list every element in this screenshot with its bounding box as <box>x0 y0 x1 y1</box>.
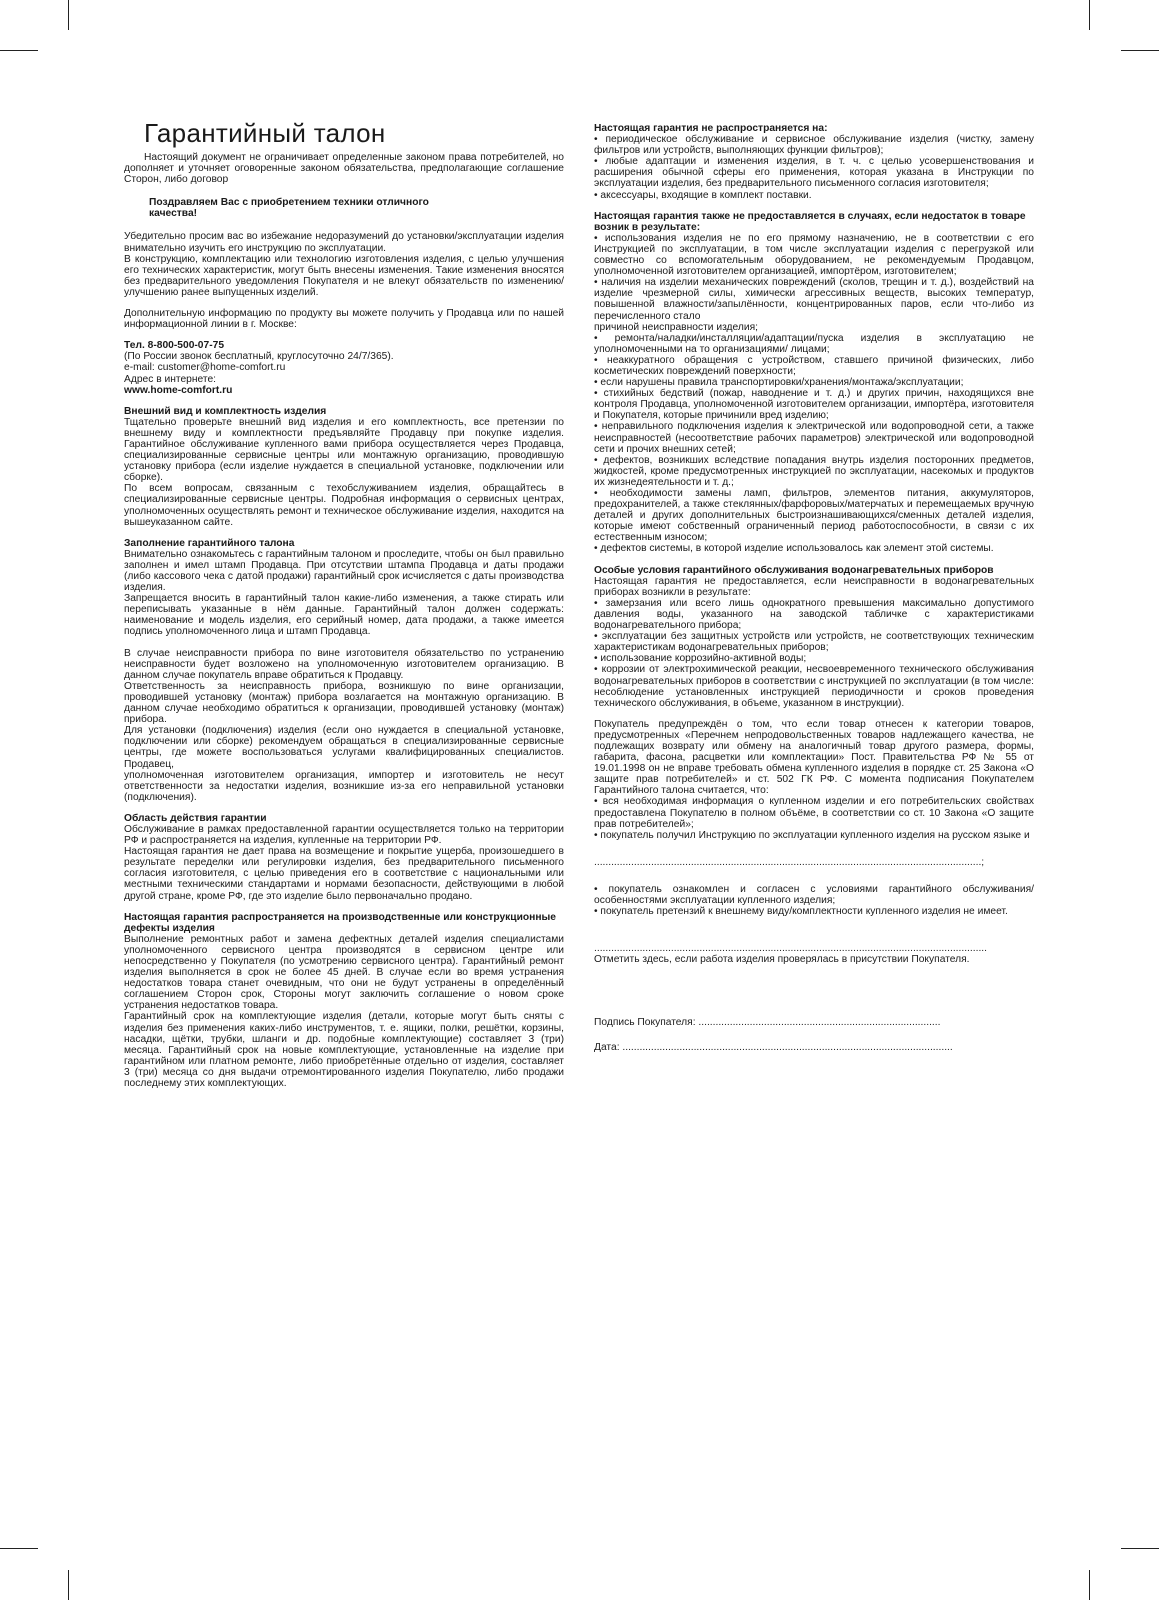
section-filling <box>124 538 564 803</box>
section-title: Настоящая гарантия распространяется на производственные или конструкционные дефекты изделия <box>124 911 557 934</box>
intro-text: Настоящий документ не ограничивает определенные законом права потребителей, но дополняет и уточняет оговоренные законом обязательства, предполагающие соглашение Сторон, либо договор <box>124 152 564 186</box>
congrats-text: Поздравляем Вас с приобретением техники отличного качества! <box>149 197 429 220</box>
phone-number: Тел. 8-800-500-07-75 <box>124 340 225 352</box>
info-paragraph: Дополнительную информацию по продукту вы можете получить у Продавца или по нашей информационной линии в г. Москве: <box>124 308 564 331</box>
website-link[interactable]: www.home-comfort.ru <box>124 384 233 396</box>
crop-mark <box>1121 1548 1159 1549</box>
section-body: Покупатель предупреждён о том, что если товар отнесен к категории товаров, предусмотренных «Перечнем непродовольственных товаров надлежащего качества, не подлежащих возврату или обмену на аналогичный товар другого размера, формы, габарита, фасона, расцветки или комплектации» Пост. Правительства РФ № 55 от 19.01.1998 он не вправе требовать обмена купленного изделия в порядке ст. 25 Закона «О защите прав потребителей» и ст. 502 ГК РФ. С момента подписания Покупателем Гарантийного талона считается, что: • вся необходимая информация о купленном изделии и его потребительских свойствах предоставлена Покупателю в полном объёме, в соответствии со ст. 10 Закона «О защите прав потребителей»; • покупатель получил Инструкцию по эксплуатации купленного изделия на русском языке и <box>594 718 1034 841</box>
section-not-covered <box>594 211 1034 555</box>
fill-line[interactable]: ........................................................................................................................................; <box>594 856 985 868</box>
crop-mark <box>68 0 69 30</box>
section-appearance <box>124 406 564 528</box>
section-body: Выполнение ремонтных работ и замена дефектных деталей изделия специалистами уполномоченного сервисного центра производятся в сервисном центре или непосредственно у Покупателя (по усмотрению сервисного центра). Гарантийный ремонт изделия выполняется в срок не более 45 дней. В случае если во время устранения недостатков товара станет очевидным, что они не будут устранены в определённый соглашением Сторон срок, Стороны могут заключить соглашение о новом сроке устранения недостатков товара. Гарантийный срок на комплектующие изделия (детали, которые могут быть сняты с изделия без применения каких-либо инструментов, т. е. ящики, полки, решётки, корзины, насадки, щётки, трубки, шланги и др. подобные комплектующие) составляет 3 (три) месяца. Гарантийный срок на новые комплектующие, установленные на изделие при гарантийном или платном ремонте, либо приобретённые отдельно от изделия, составляет 3 (три) месяца со дня выдачи отремонтированного изделия Покупателю, либо продажи последнему этих комплектующих. <box>124 933 564 1090</box>
instructions-paragraph: Убедительно просим вас во избежание недоразумений до установки/эксплуатации изделия внимательно изучить его инструкцию по эксплуатации. В конструкцию, комплектацию или технологию изготовления изделия, с целью улучшения его технических характеристик, могут быть внесены изменения. Такие изменения вносятся без предварительного уведомления Покупателя и не влекут обязательств по изменению/улучшению ранее выпущенных изделий. <box>124 231 564 298</box>
section-exclusions <box>594 123 1034 201</box>
section-title: Область действия гарантии <box>124 812 267 824</box>
contacts-text: (По России звонок бесплатный, круглосуточно 24/7/365). e-mail: customer@home-comfort.ru Адрес в интернете: <box>124 351 394 385</box>
section-body: В случае неисправности прибора по вине изготовителя обязательство по устранению неисправности будет возложено на уполномоченную изготовителем организацию. В данном случае покупатель вправе обратиться к Продавцу. Ответственность за неисправность прибора, возникшую по вине организации, проводившей установку (монтаж) прибора возлагается на монтажную организацию. В данном случае необходимо обратиться к организации, проводившей установку (монтаж) прибора. Для установки (подключения) изделия (если оно нуждается в специальной установке, подключении или сборке) рекомендуем обращаться в специализированные сервисные центры, где можете воспользоваться услугами квалифицированных специалистов. Продавец, уполномоченная изготовителем организация, импортер и изготовитель не несут ответственности за недостатки изделия, возникшие из-за его неправильной установки (подключения). <box>124 647 564 803</box>
date-field[interactable]: Дата: .................................................................................................................... <box>594 1042 953 1054</box>
section-title: Настоящая гарантия не распространяется на: <box>594 123 828 134</box>
section-body: • покупатель ознакомлен и согласен с условиями гарантийного обслуживания/особенностями эксплуатации купленного изделия; • покупатель претензий к внешнему виду/комплектности купленного изделия не имеет. <box>594 883 1034 918</box>
left-column <box>124 118 564 1089</box>
section-title: Заполнение гарантийного талона <box>124 537 295 549</box>
section-body: • использования изделия не по его прямому назначению, не в соответствии с его Инструкцией по эксплуатации, в том числе эксплуатации изделия с перегрузкой или совместно со вспомогательным оборудованием, не рекомендуемым Продавцом, уполномоченной изготовителем организацией, импортёром, изготовителем; • наличия на изделии механических повреждений (сколов, трещин и т. д.), воздействий на изделие чрезмерной силы, химически агрессивных веществ, высоких температур, повышенной влажности/запылённости, концентрированных паров, если что-либо из перечисленного стало причиной неисправности изделия; • ремонта/наладки/инсталляции/адаптации/пуска изделия в эксплуатацию не уполномоченными на то организациями/ лицами; • неаккуратного обращения с устройством, ставшего причиной физических, либо косметических повреждений поверхности; • если нарушены правила транспортировки/хранения/монтажа/эксплуатации; • стихийных бедствий (пожар, наводнение и т. д.) и других причин, находящихся вне контроля Продавца, уполномоченной изготовителем организации, импортёра, изготовителя и Покупателя, которые причинили вред изделию; • неправильного подключения изделия к электрической или водопроводной сети, а также неисправностей (несоответствие рабочих параметров) электрической или водопроводной сети и прочих внешних сетей; • дефектов, возникших вследствие попадания внутрь изделия посторонних предметов, жидкостей, кроме предусмотренных инструкцией по эксплуатации, насекомых и продуктов их жизнедеятельности и т. д.; • необходимости замены ламп, фильтров, элементов питания, аккумуляторов, предохранителей, а также стеклянных/фарфоровых/матерчатых и перемещаемых вручную деталей и других дополнительных быстроизнашивающихся/сменных деталей изделия, которые имеют собственный ограниченный период работоспособности, в связи с их естественным износом; • дефектов системы, в которой изделие использовалось как элемент этой системы. <box>594 232 1034 555</box>
section-title: Особые условия гарантийного обслуживания водонагревательных приборов <box>594 564 994 576</box>
crop-mark <box>1121 50 1159 51</box>
section-body: • периодическое обслуживание и сервисное обслуживание изделия (чистку, замену фильтров или устройств, выполняющих функции фильтров); • любые адаптации и изменения изделия, в т. ч. с целью усовершенствования и расширения обычной сферы его применения, которая указана в Инструкции по эксплуатации изделия, без предварительного письменного согласия изготовителя; • аксессуары, входящие в комплект поставки. <box>594 134 1034 201</box>
section-body: Тщательно проверьте внешний вид изделия и его комплектность, все претензии по внешнему виду и комплектности предъявляйте Продавцу при покупке изделия. Гарантийное обслуживание купленного вами прибора осуществляется через Продавца, специализированные сервисные центры или монтажную организацию, проводившую установку прибора (если изделие нуждается в специальной установке, подключении или сборке). По всем вопросам, связанным с техобслуживанием изделия, обращайтесь в специализированные сервисные центры. Подробная информация о сервисных центрах, уполномоченных осуществлять ремонт и техническое обслуживание изделия, находится на вышеуказанном сайте. <box>124 416 564 528</box>
crop-mark <box>0 1548 38 1549</box>
section-title: Внешний вид и комплектность изделия <box>124 405 327 417</box>
crop-mark <box>1089 1570 1090 1600</box>
section-body: Внимательно ознакомьтесь с гарантийным талоном и проследите, чтобы он был правильно заполнен и имел штамп Продавца. При отсутствии штампа Продавца и даты продажи (либо кассового чека с датой продажи) гарантийный срок исчисляется с даты производства изделия. Запрещается вносить в гарантийный талон какие-либо изменения, а также стирать или переписывать указанные в нём данные. Гарантийный талон должен содержать: наименование и модель изделия, его серийный номер, дата продажи, а также имеется подпись уполномоченного лица и штамп Продавца. <box>124 548 564 638</box>
check-line[interactable]: .......................................................................................................................................... <box>594 943 987 955</box>
right-column <box>594 123 1034 1054</box>
section-defects <box>124 912 564 1090</box>
section-body: Обслуживание в рамках предоставленной гарантии осуществляется только на территории РФ и распространяется на изделия, купленные на территории РФ. Настоящая гарантия не дает права на возмещение и покрытие ущерба, произошедшего в результате переделки или регулировки изделия, без предварительного письменного согласия изготовителя, с целью приведения его в соответствие с национальными или местными техническими стандартами и нормами безопасности, действующими в любой другой стране, кроме РФ, где это изделие было первоначально продано. <box>124 823 564 902</box>
section-buyer-notice <box>594 719 1034 841</box>
signature-field[interactable]: Подпись Покупателя: ..................................................................................... <box>594 1017 941 1029</box>
section-scope <box>124 813 564 902</box>
crop-mark <box>0 50 38 51</box>
check-note: Отметить здесь, если работа изделия проверялась в присутствии Покупателя. <box>594 954 970 966</box>
section-body: Настоящая гарантия не предоставляется, если неисправности в водонагревательных приборах возникли в результате: • замерзания или всего лишь однократного превышения максимально допустимого давления воды, указанного на заводской табличке с характеристиками водонагревательного прибора; • эксплуатации без защитных устройств или устройств, не соответствующих техническим характеристикам водонагревательных приборов; • использование коррозийно-активной воды; • коррозии от электрохимической реакции, несвоевременного технического обслуживания водонагревательных приборов в соответствии с инструкцией по эксплуатации (в том числе: несоблюдение установленных инструкцией периодичности и сроков проведения технического обслуживания, в объеме, указанном в инструкции). <box>594 575 1034 709</box>
section-water-heaters <box>594 565 1034 709</box>
section-title: Настоящая гарантия также не предоставляется в случаях, если недостаток в товаре возник в результате: <box>594 210 1026 233</box>
page-title: Гарантийный талон <box>144 118 386 148</box>
crop-mark <box>68 1570 69 1600</box>
crop-mark <box>1089 0 1090 30</box>
